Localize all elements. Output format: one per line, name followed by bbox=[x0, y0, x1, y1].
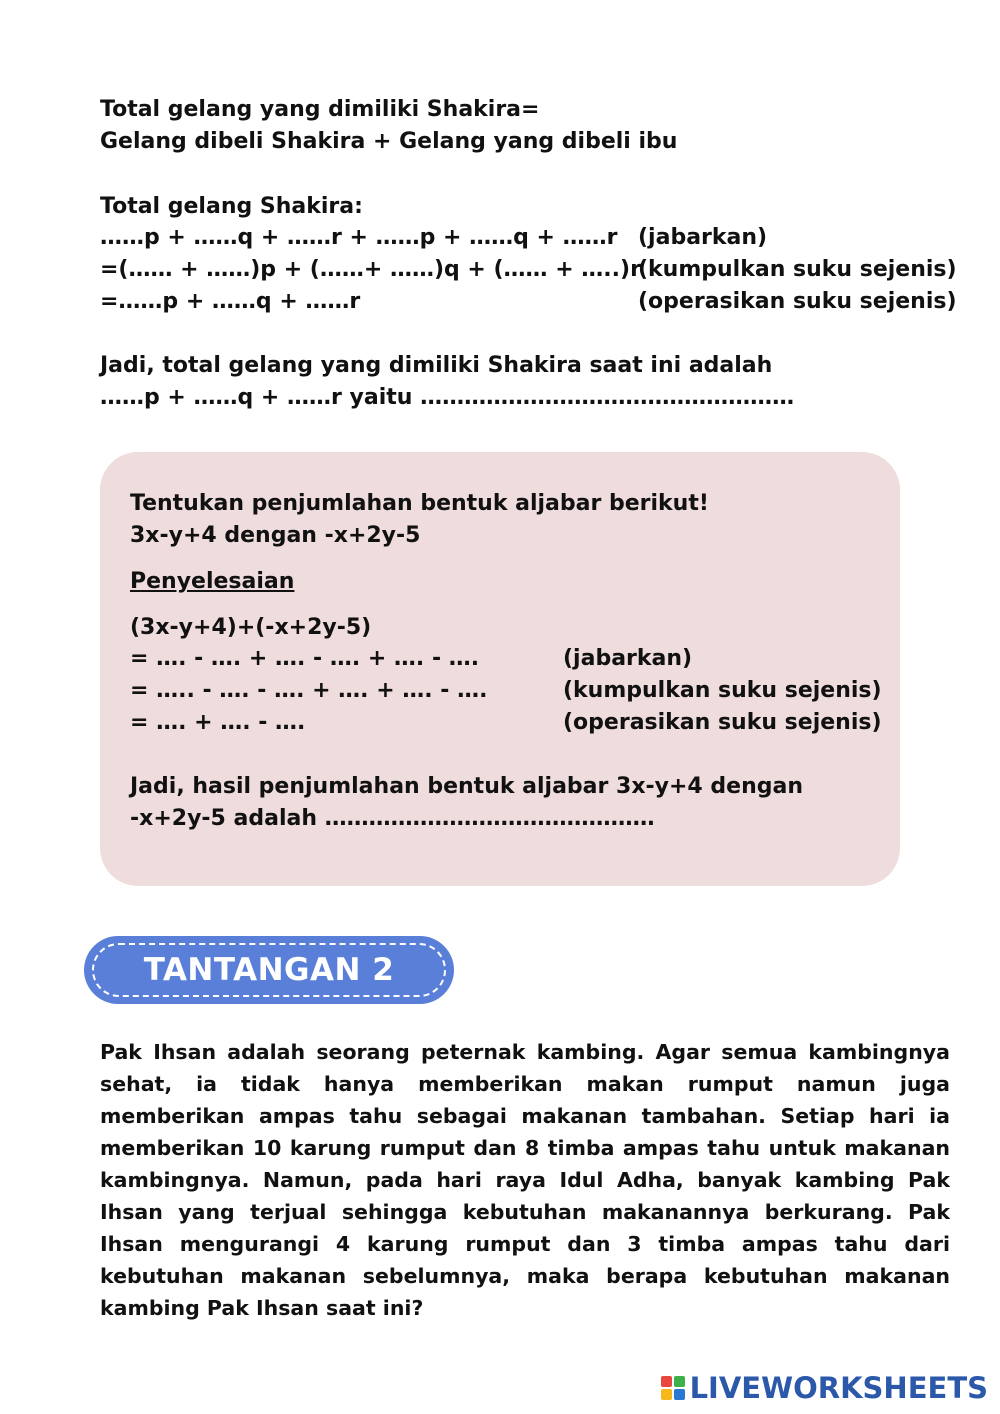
solution-note-expand: (jabarkan) bbox=[563, 646, 693, 671]
solution-note-group: (kumpulkan suku sejenis) bbox=[563, 678, 882, 703]
step-expand: ……p + ……q + ……r + ……p + ……q + ……r bbox=[100, 225, 618, 250]
total-heading: Total gelang Shakira: bbox=[100, 194, 363, 219]
logo-text: LIVEWORKSHEETS bbox=[689, 1371, 988, 1405]
note-operate: (operasikan suku sejenis) bbox=[638, 289, 957, 314]
challenge-badge-label: TANTANGAN 2 bbox=[143, 952, 395, 988]
note-group: (kumpulkan suku sejenis) bbox=[638, 257, 957, 282]
total-formula-line-1: Total gelang yang dimiliki Shakira= bbox=[100, 97, 540, 122]
solution-conclusion-2: -x+2y-5 adalah ……………………………………… bbox=[130, 806, 655, 831]
solution-heading: Penyelesaian bbox=[130, 569, 295, 594]
exercise-expression: 3x-y+4 dengan -x+2y-5 bbox=[130, 523, 421, 548]
solution-step-4: = …. + …. - …. bbox=[130, 710, 306, 735]
challenge-badge bbox=[84, 936, 454, 1004]
conclusion-line-1: Jadi, total gelang yang dimiliki Shakira saat ini adalah bbox=[100, 353, 773, 378]
exercise-title: Tentukan penjumlahan bentuk aljabar berikut! bbox=[130, 491, 709, 516]
solution-note-operate: (operasikan suku sejenis) bbox=[563, 710, 882, 735]
solution-step-1: (3x-y+4)+(-x+2y-5) bbox=[130, 615, 372, 640]
solution-conclusion-1: Jadi, hasil penjumlahan bentuk aljabar 3x-y+4 dengan bbox=[130, 774, 803, 799]
logo-grid-icon bbox=[661, 1376, 685, 1400]
total-formula-line-2: Gelang dibeli Shakira + Gelang yang dibeli ibu bbox=[100, 129, 678, 154]
note-expand: (jabarkan) bbox=[638, 225, 768, 250]
solution-step-2: = …. - …. + …. - …. + …. - …. bbox=[130, 646, 480, 671]
challenge-question: Pak Ihsan adalah seorang peternak kambing. Agar semua kambingnya sehat, ia tidak hanya memberikan makan rumput namun juga memberikan ampas tahu sebagai makanan tambahan. Setiap hari ia memberikan 10 karung rumput dan 8 timba ampas tahu untuk makanan kambingnya. Namun, pada hari raya Idul Adha, banyak kambing Pak Ihsan yang terjual sehingga kebutuhan makanannya berkurang. Pak Ihsan mengurangi 4 karung rumput dan 3 timba ampas tahu dari kebutuhan makanan sebelumnya, maka berapa kebutuhan makanan kambing Pak Ihsan saat ini? bbox=[100, 1040, 950, 1320]
step-group: =(…… + ……)p + (……+ ……)q + (…… + …..)r bbox=[100, 257, 641, 282]
conclusion-line-2: ……p + ……q + ……r yaitu …………………………………………… bbox=[100, 385, 795, 410]
liveworksheets-logo bbox=[661, 1368, 988, 1408]
solution-step-3: = ….. - …. - …. + …. + …. - …. bbox=[130, 678, 488, 703]
step-operate: =……p + ……q + ……r bbox=[100, 289, 361, 314]
